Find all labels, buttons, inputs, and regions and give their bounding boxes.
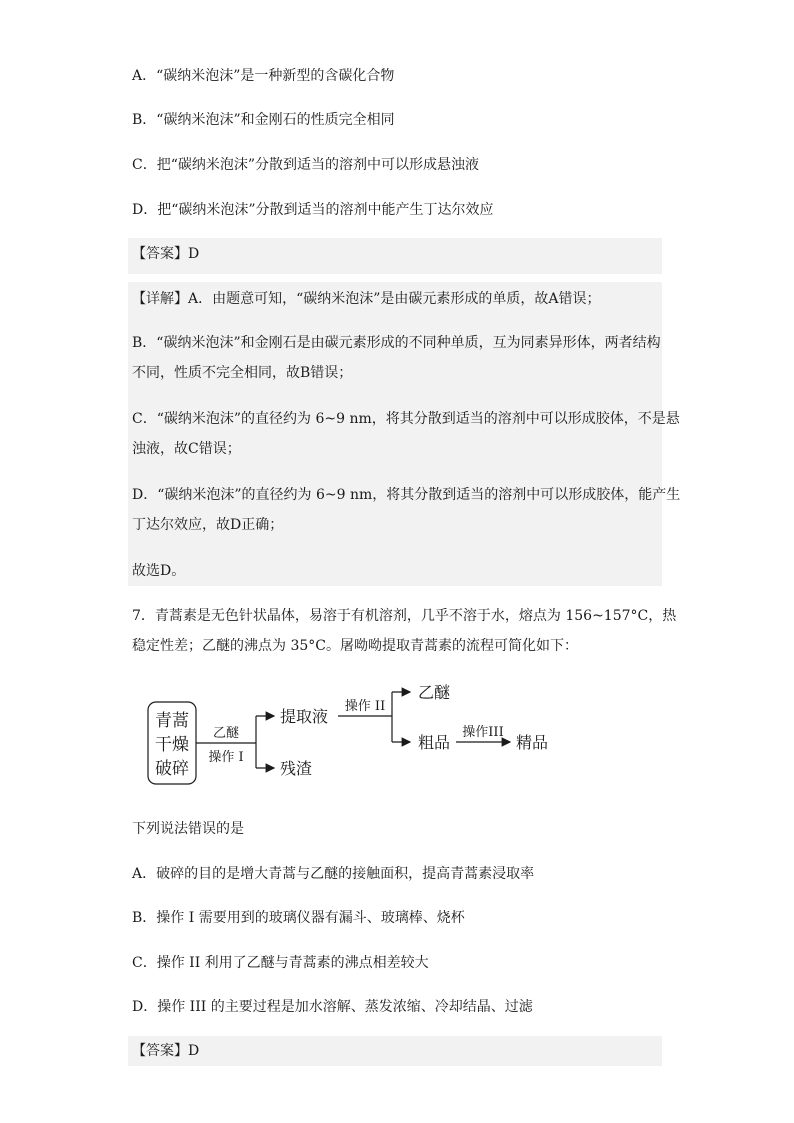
q6-explanation-line: 不同，性质不完全相同，故B错误； xyxy=(132,365,353,381)
q6-explanation-line: 故选D。 xyxy=(132,563,186,579)
q7-option-a: A．破碎的目的是增大青蒿与乙醚的接触面积，提高青蒿素浸取率 xyxy=(132,866,535,882)
start-label-line: 干燥 xyxy=(155,735,189,755)
q6-option-b: B．“碳纳米泡沫”和金刚石的性质完全相同 xyxy=(132,112,395,128)
answer-block-6 xyxy=(128,238,662,274)
q6-explanation-line: 浊液，故C错误； xyxy=(132,441,241,457)
q6-option-c: C．把“碳纳米泡沫”分散到适当的溶剂中可以形成悬浊液 xyxy=(132,157,480,173)
fine-label: 精品 xyxy=(516,733,549,752)
extraction-flow-diagram xyxy=(140,680,560,790)
q7-option-d: D．操作 III 的主要过程是加水溶解、蒸发浓缩、冷却结晶、过滤 xyxy=(132,999,533,1015)
start-label-line: 青蒿 xyxy=(155,711,189,731)
residue-label: 残渣 xyxy=(280,759,313,778)
q6-explanation-line: 丁达尔效应，故D正确； xyxy=(132,517,284,533)
q7-prompt: 下列说法错误的是 xyxy=(132,821,244,837)
ether-label: 乙醚 xyxy=(418,683,451,702)
q6-option-d: D．把“碳纳米泡沫”分散到适当的溶剂中能产生丁达尔效应 xyxy=(132,202,494,218)
start-label-line: 破碎 xyxy=(155,759,189,779)
q6-explanation-line: C．“碳纳米泡沫”的直径约为 6~9 nm，将其分散到适当的溶剂中可以形成胶体，不是悬 xyxy=(132,411,680,427)
q6-explanation-line: B．“碳纳米泡沫”和金刚石是由碳元素形成的不同种单质，互为同素异形体，两者结构 xyxy=(132,335,661,351)
op1-label: 操作 I xyxy=(208,750,244,765)
reagent-label: 乙醚 xyxy=(212,726,240,741)
crude-label: 粗品 xyxy=(418,733,451,752)
q7-stem-line: 稳定性差；乙醚的沸点为 35°C。屠呦呦提取青蒿素的流程可简化如下： xyxy=(132,638,578,654)
extract-label: 提取液 xyxy=(280,707,329,726)
q6-explanation-line: D．“碳纳米泡沫”的直径约为 6~9 nm，将其分散到适当的溶剂中可以形成胶体，能产生 xyxy=(132,487,681,503)
op3-label: 操作III xyxy=(462,725,504,740)
answer-block-7 xyxy=(128,1036,662,1066)
q6-answer: 【答案】D xyxy=(132,246,200,262)
op2-label: 操作 II xyxy=(344,699,386,714)
q6-explanation-line: 【详解】A．由题意可知，“碳纳米泡沫”是由碳元素形成的单质，故A错误； xyxy=(132,291,601,307)
explanation-block-6 xyxy=(128,282,662,586)
q7-answer: 【答案】D xyxy=(132,1043,200,1059)
q6-option-a: A．“碳纳米泡沫”是一种新型的含碳化合物 xyxy=(132,68,395,84)
q7-option-b: B．操作 I 需要用到的玻璃仪器有漏斗、玻璃棒、烧杯 xyxy=(132,910,465,926)
q7-stem-line: 7．青蒿素是无色针状晶体，易溶于有机溶剂，几乎不溶于水，熔点为 156~157°C，热 xyxy=(132,608,677,624)
q7-option-c: C．操作 II 利用了乙醚与青蒿素的沸点相差较大 xyxy=(132,955,429,971)
